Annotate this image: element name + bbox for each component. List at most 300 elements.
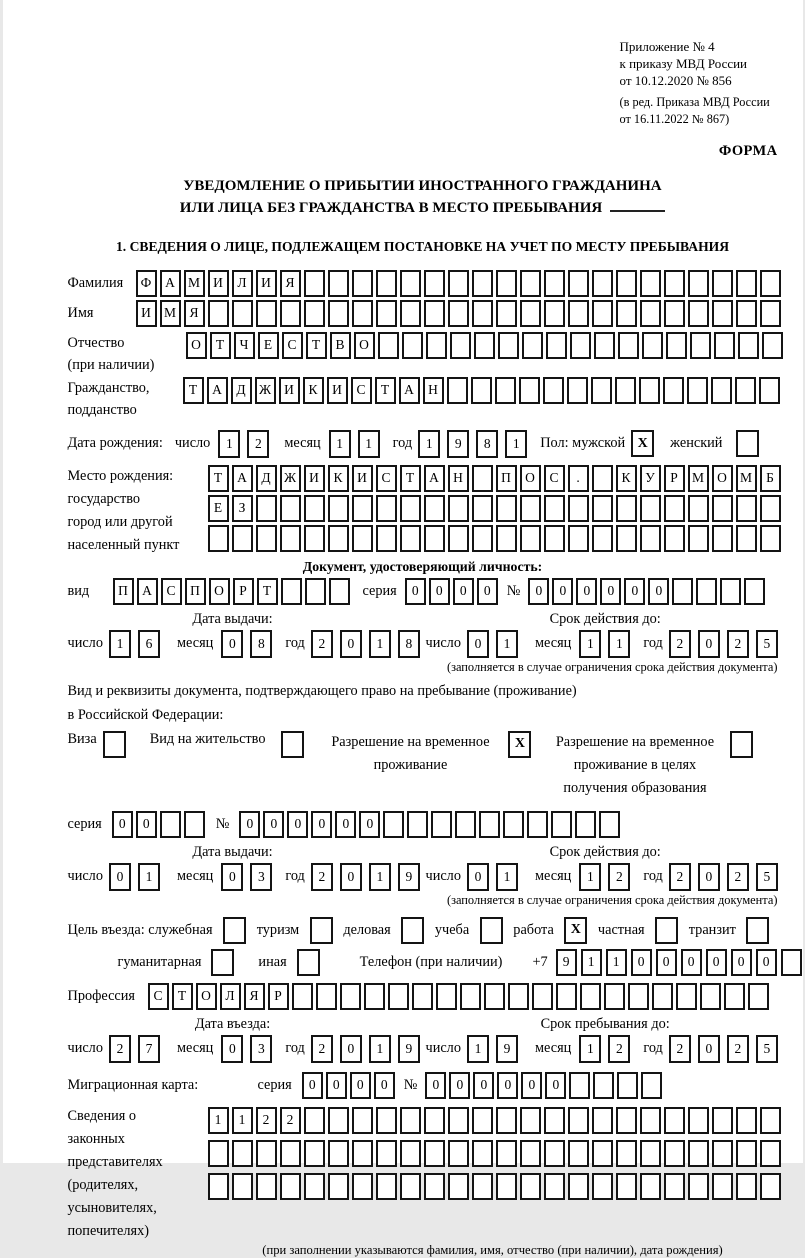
char-cell[interactable]: [400, 1140, 421, 1167]
char-cell[interactable]: [543, 377, 564, 404]
char-cell[interactable]: 1: [369, 630, 391, 658]
char-cell[interactable]: [280, 495, 301, 522]
char-cell[interactable]: [520, 525, 541, 552]
char-cell[interactable]: [160, 811, 181, 838]
char-cell[interactable]: [712, 270, 733, 297]
char-cell[interactable]: [256, 1173, 277, 1200]
char-cell[interactable]: 0: [706, 949, 727, 976]
char-cell[interactable]: [448, 1107, 469, 1134]
char-cell[interactable]: Е: [208, 495, 229, 522]
char-cell[interactable]: [484, 983, 505, 1010]
char-cell[interactable]: Т: [183, 377, 204, 404]
char-cell[interactable]: 1: [579, 1035, 601, 1063]
char-cell[interactable]: [688, 300, 709, 327]
char-cell[interactable]: [479, 811, 500, 838]
char-cell[interactable]: [616, 525, 637, 552]
char-cell[interactable]: 0: [287, 811, 308, 838]
char-cell[interactable]: [352, 1107, 373, 1134]
char-cell[interactable]: 2: [727, 1035, 749, 1063]
char-cell[interactable]: 0: [631, 949, 652, 976]
char-cell[interactable]: [736, 495, 757, 522]
char-cell[interactable]: Я: [244, 983, 265, 1010]
char-cell[interactable]: 2: [608, 1035, 630, 1063]
char-cell[interactable]: [760, 300, 781, 327]
char-cell[interactable]: [378, 332, 399, 359]
char-cell[interactable]: [569, 1072, 590, 1099]
char-cell[interactable]: 0: [600, 578, 621, 605]
char-cell[interactable]: [431, 811, 452, 838]
char-cell[interactable]: У: [640, 465, 661, 492]
char-cell[interactable]: И: [352, 465, 373, 492]
char-cell[interactable]: [519, 377, 540, 404]
char-cell[interactable]: О: [196, 983, 217, 1010]
char-cell[interactable]: [570, 332, 591, 359]
char-cell[interactable]: [580, 983, 601, 1010]
char-cell[interactable]: 0: [112, 811, 133, 838]
char-cell[interactable]: [762, 332, 783, 359]
char-cell[interactable]: С: [351, 377, 372, 404]
char-cell[interactable]: 2: [311, 630, 333, 658]
char-cell[interactable]: [687, 377, 708, 404]
char-cell[interactable]: [640, 270, 661, 297]
char-cell[interactable]: 2: [256, 1107, 277, 1134]
char-cell[interactable]: И: [327, 377, 348, 404]
char-cell[interactable]: [712, 495, 733, 522]
char-cell[interactable]: 0: [545, 1072, 566, 1099]
char-cell[interactable]: [520, 1107, 541, 1134]
purpose-study-checkbox[interactable]: [480, 917, 503, 944]
char-cell[interactable]: [364, 983, 385, 1010]
char-cell[interactable]: [352, 270, 373, 297]
char-cell[interactable]: [496, 495, 517, 522]
char-cell[interactable]: Р: [664, 465, 685, 492]
char-cell[interactable]: [520, 495, 541, 522]
char-cell[interactable]: [503, 811, 524, 838]
char-cell[interactable]: [328, 300, 349, 327]
char-cell[interactable]: С: [161, 578, 182, 605]
char-cell[interactable]: 1: [496, 630, 518, 658]
char-cell[interactable]: 2: [311, 1035, 333, 1063]
char-cell[interactable]: 1: [467, 1035, 489, 1063]
char-cell[interactable]: 0: [311, 811, 332, 838]
char-cell[interactable]: [448, 1173, 469, 1200]
char-cell[interactable]: [448, 270, 469, 297]
char-cell[interactable]: [447, 377, 468, 404]
char-cell[interactable]: 9: [556, 949, 577, 976]
char-cell[interactable]: 0: [521, 1072, 542, 1099]
char-cell[interactable]: 0: [477, 578, 498, 605]
char-cell[interactable]: [352, 1140, 373, 1167]
char-cell[interactable]: 2: [311, 863, 333, 891]
char-cell[interactable]: [664, 495, 685, 522]
char-cell[interactable]: В: [330, 332, 351, 359]
char-cell[interactable]: А: [232, 465, 253, 492]
char-cell[interactable]: 0: [449, 1072, 470, 1099]
char-cell[interactable]: 9: [398, 863, 420, 891]
char-cell[interactable]: 2: [608, 863, 630, 891]
char-cell[interactable]: 0: [221, 630, 243, 658]
char-cell[interactable]: [712, 300, 733, 327]
char-cell[interactable]: 2: [280, 1107, 301, 1134]
char-cell[interactable]: [642, 332, 663, 359]
char-cell[interactable]: 0: [405, 578, 426, 605]
purpose-tourism-checkbox[interactable]: [310, 917, 333, 944]
char-cell[interactable]: [424, 1107, 445, 1134]
char-cell[interactable]: [448, 495, 469, 522]
char-cell[interactable]: 0: [429, 578, 450, 605]
char-cell[interactable]: 0: [263, 811, 284, 838]
char-cell[interactable]: [544, 495, 565, 522]
char-cell[interactable]: [616, 1173, 637, 1200]
char-cell[interactable]: [450, 332, 471, 359]
char-cell[interactable]: [688, 270, 709, 297]
char-cell[interactable]: [304, 1173, 325, 1200]
char-cell[interactable]: 1: [579, 630, 601, 658]
char-cell[interactable]: 0: [453, 578, 474, 605]
char-cell[interactable]: [424, 495, 445, 522]
char-cell[interactable]: [759, 377, 780, 404]
char-cell[interactable]: [232, 1173, 253, 1200]
char-cell[interactable]: 1: [581, 949, 602, 976]
char-cell[interactable]: 3: [250, 1035, 272, 1063]
char-cell[interactable]: [352, 525, 373, 552]
char-cell[interactable]: [256, 495, 277, 522]
char-cell[interactable]: [256, 1140, 277, 1167]
char-cell[interactable]: [304, 495, 325, 522]
char-cell[interactable]: [376, 1173, 397, 1200]
char-cell[interactable]: Т: [400, 465, 421, 492]
char-cell[interactable]: 0: [326, 1072, 347, 1099]
char-cell[interactable]: [568, 525, 589, 552]
char-cell[interactable]: [594, 332, 615, 359]
char-cell[interactable]: 1: [369, 863, 391, 891]
char-cell[interactable]: [640, 1107, 661, 1134]
char-cell[interactable]: 1: [496, 863, 518, 891]
char-cell[interactable]: Н: [423, 377, 444, 404]
char-cell[interactable]: [496, 270, 517, 297]
char-cell[interactable]: [400, 1107, 421, 1134]
char-cell[interactable]: [520, 270, 541, 297]
char-cell[interactable]: [520, 1173, 541, 1200]
char-cell[interactable]: Д: [256, 465, 277, 492]
char-cell[interactable]: [616, 270, 637, 297]
char-cell[interactable]: 0: [221, 1035, 243, 1063]
char-cell[interactable]: 8: [398, 630, 420, 658]
char-cell[interactable]: 0: [350, 1072, 371, 1099]
visa-checkbox[interactable]: [103, 731, 126, 758]
char-cell[interactable]: 2: [669, 1035, 691, 1063]
char-cell[interactable]: 1: [329, 430, 351, 458]
char-cell[interactable]: Т: [208, 465, 229, 492]
char-cell[interactable]: [556, 983, 577, 1010]
char-cell[interactable]: [544, 1107, 565, 1134]
char-cell[interactable]: М: [736, 465, 757, 492]
char-cell[interactable]: А: [424, 465, 445, 492]
char-cell[interactable]: [376, 300, 397, 327]
char-cell[interactable]: .: [568, 465, 589, 492]
char-cell[interactable]: Ж: [280, 465, 301, 492]
char-cell[interactable]: [640, 525, 661, 552]
residence-permit-checkbox[interactable]: [281, 731, 304, 758]
char-cell[interactable]: [400, 525, 421, 552]
char-cell[interactable]: [496, 1107, 517, 1134]
char-cell[interactable]: [592, 465, 613, 492]
char-cell[interactable]: [472, 1107, 493, 1134]
char-cell[interactable]: [672, 578, 693, 605]
char-cell[interactable]: [712, 1173, 733, 1200]
char-cell[interactable]: 0: [497, 1072, 518, 1099]
char-cell[interactable]: 0: [552, 578, 573, 605]
char-cell[interactable]: [316, 983, 337, 1010]
char-cell[interactable]: [544, 1140, 565, 1167]
char-cell[interactable]: Е: [258, 332, 279, 359]
char-cell[interactable]: [472, 270, 493, 297]
char-cell[interactable]: А: [160, 270, 181, 297]
char-cell[interactable]: [376, 495, 397, 522]
char-cell[interactable]: [712, 525, 733, 552]
char-cell[interactable]: 3: [250, 863, 272, 891]
char-cell[interactable]: [208, 525, 229, 552]
char-cell[interactable]: [712, 1107, 733, 1134]
char-cell[interactable]: [666, 332, 687, 359]
char-cell[interactable]: [376, 1107, 397, 1134]
char-cell[interactable]: [424, 525, 445, 552]
sex-female-checkbox[interactable]: [736, 430, 759, 457]
char-cell[interactable]: 9: [447, 430, 469, 458]
char-cell[interactable]: 0: [698, 863, 720, 891]
char-cell[interactable]: [760, 495, 781, 522]
char-cell[interactable]: [736, 1107, 757, 1134]
char-cell[interactable]: 0: [681, 949, 702, 976]
char-cell[interactable]: М: [160, 300, 181, 327]
char-cell[interactable]: 0: [656, 949, 677, 976]
char-cell[interactable]: [664, 525, 685, 552]
char-cell[interactable]: М: [184, 270, 205, 297]
char-cell[interactable]: [460, 983, 481, 1010]
char-cell[interactable]: [376, 270, 397, 297]
char-cell[interactable]: К: [303, 377, 324, 404]
char-cell[interactable]: [736, 1140, 757, 1167]
char-cell[interactable]: [688, 1107, 709, 1134]
char-cell[interactable]: 1: [218, 430, 240, 458]
char-cell[interactable]: [639, 377, 660, 404]
char-cell[interactable]: [760, 1140, 781, 1167]
char-cell[interactable]: Я: [280, 270, 301, 297]
char-cell[interactable]: [568, 495, 589, 522]
char-cell[interactable]: [329, 578, 350, 605]
char-cell[interactable]: 9: [398, 1035, 420, 1063]
char-cell[interactable]: С: [148, 983, 169, 1010]
temp-residence-checkbox[interactable]: X: [508, 731, 531, 758]
char-cell[interactable]: 0: [335, 811, 356, 838]
char-cell[interactable]: 2: [247, 430, 269, 458]
char-cell[interactable]: [724, 983, 745, 1010]
char-cell[interactable]: [208, 1173, 229, 1200]
char-cell[interactable]: [208, 300, 229, 327]
char-cell[interactable]: [412, 983, 433, 1010]
char-cell[interactable]: К: [616, 465, 637, 492]
char-cell[interactable]: О: [209, 578, 230, 605]
char-cell[interactable]: [615, 377, 636, 404]
char-cell[interactable]: [388, 983, 409, 1010]
char-cell[interactable]: [352, 1173, 373, 1200]
char-cell[interactable]: [400, 1173, 421, 1200]
char-cell[interactable]: [305, 578, 326, 605]
char-cell[interactable]: Я: [184, 300, 205, 327]
char-cell[interactable]: 2: [727, 863, 749, 891]
char-cell[interactable]: [352, 300, 373, 327]
char-cell[interactable]: 0: [467, 863, 489, 891]
char-cell[interactable]: [520, 300, 541, 327]
char-cell[interactable]: 0: [528, 578, 549, 605]
char-cell[interactable]: Т: [172, 983, 193, 1010]
char-cell[interactable]: [328, 1107, 349, 1134]
char-cell[interactable]: [232, 1140, 253, 1167]
char-cell[interactable]: Н: [448, 465, 469, 492]
char-cell[interactable]: [544, 1173, 565, 1200]
char-cell[interactable]: [664, 270, 685, 297]
char-cell[interactable]: К: [328, 465, 349, 492]
char-cell[interactable]: И: [304, 465, 325, 492]
char-cell[interactable]: [568, 300, 589, 327]
char-cell[interactable]: 5: [756, 630, 778, 658]
char-cell[interactable]: [496, 300, 517, 327]
char-cell[interactable]: [304, 300, 325, 327]
char-cell[interactable]: 0: [109, 863, 131, 891]
char-cell[interactable]: [328, 270, 349, 297]
char-cell[interactable]: 1: [579, 863, 601, 891]
char-cell[interactable]: [340, 983, 361, 1010]
char-cell[interactable]: [575, 811, 596, 838]
char-cell[interactable]: 1: [369, 1035, 391, 1063]
char-cell[interactable]: 0: [340, 1035, 362, 1063]
char-cell[interactable]: [496, 525, 517, 552]
char-cell[interactable]: С: [376, 465, 397, 492]
char-cell[interactable]: [472, 300, 493, 327]
char-cell[interactable]: [328, 525, 349, 552]
char-cell[interactable]: [352, 495, 373, 522]
char-cell[interactable]: [735, 377, 756, 404]
char-cell[interactable]: [640, 495, 661, 522]
char-cell[interactable]: И: [208, 270, 229, 297]
char-cell[interactable]: [568, 1173, 589, 1200]
char-cell[interactable]: 0: [340, 630, 362, 658]
char-cell[interactable]: [592, 1107, 613, 1134]
char-cell[interactable]: Ч: [234, 332, 255, 359]
char-cell[interactable]: [616, 1107, 637, 1134]
char-cell[interactable]: [328, 495, 349, 522]
char-cell[interactable]: 5: [756, 1035, 778, 1063]
char-cell[interactable]: [280, 300, 301, 327]
char-cell[interactable]: Ф: [136, 270, 157, 297]
char-cell[interactable]: 1: [109, 630, 131, 658]
char-cell[interactable]: [472, 525, 493, 552]
char-cell[interactable]: Т: [210, 332, 231, 359]
char-cell[interactable]: [546, 332, 567, 359]
char-cell[interactable]: 2: [669, 630, 691, 658]
char-cell[interactable]: [472, 465, 493, 492]
char-cell[interactable]: [744, 578, 765, 605]
char-cell[interactable]: [616, 495, 637, 522]
char-cell[interactable]: З: [232, 495, 253, 522]
char-cell[interactable]: [618, 332, 639, 359]
purpose-business-checkbox[interactable]: [401, 917, 424, 944]
char-cell[interactable]: 0: [698, 630, 720, 658]
char-cell[interactable]: [664, 300, 685, 327]
purpose-work-checkbox[interactable]: X: [564, 917, 587, 944]
char-cell[interactable]: [304, 1140, 325, 1167]
char-cell[interactable]: П: [185, 578, 206, 605]
char-cell[interactable]: 1: [138, 863, 160, 891]
char-cell[interactable]: [592, 300, 613, 327]
char-cell[interactable]: [383, 811, 404, 838]
char-cell[interactable]: [495, 377, 516, 404]
char-cell[interactable]: [712, 1140, 733, 1167]
char-cell[interactable]: [424, 270, 445, 297]
char-cell[interactable]: [232, 525, 253, 552]
char-cell[interactable]: [496, 1140, 517, 1167]
char-cell[interactable]: О: [520, 465, 541, 492]
char-cell[interactable]: [736, 525, 757, 552]
char-cell[interactable]: 0: [425, 1072, 446, 1099]
char-cell[interactable]: [568, 270, 589, 297]
char-cell[interactable]: [376, 1140, 397, 1167]
char-cell[interactable]: [455, 811, 476, 838]
char-cell[interactable]: Л: [220, 983, 241, 1010]
char-cell[interactable]: [714, 332, 735, 359]
char-cell[interactable]: 0: [221, 863, 243, 891]
char-cell[interactable]: 1: [608, 630, 630, 658]
char-cell[interactable]: С: [544, 465, 565, 492]
char-cell[interactable]: [593, 1072, 614, 1099]
char-cell[interactable]: [304, 525, 325, 552]
char-cell[interactable]: Т: [375, 377, 396, 404]
char-cell[interactable]: М: [688, 465, 709, 492]
char-cell[interactable]: [544, 525, 565, 552]
char-cell[interactable]: [448, 1140, 469, 1167]
char-cell[interactable]: О: [354, 332, 375, 359]
char-cell[interactable]: [292, 983, 313, 1010]
char-cell[interactable]: [760, 1107, 781, 1134]
char-cell[interactable]: [760, 525, 781, 552]
char-cell[interactable]: 8: [476, 430, 498, 458]
char-cell[interactable]: Д: [231, 377, 252, 404]
char-cell[interactable]: [616, 300, 637, 327]
char-cell[interactable]: И: [256, 270, 277, 297]
char-cell[interactable]: [496, 1173, 517, 1200]
char-cell[interactable]: [592, 1173, 613, 1200]
char-cell[interactable]: 7: [138, 1035, 160, 1063]
char-cell[interactable]: [280, 525, 301, 552]
char-cell[interactable]: [616, 1140, 637, 1167]
char-cell[interactable]: [498, 332, 519, 359]
char-cell[interactable]: 2: [109, 1035, 131, 1063]
char-cell[interactable]: [520, 1140, 541, 1167]
char-cell[interactable]: 2: [669, 863, 691, 891]
char-cell[interactable]: [544, 300, 565, 327]
char-cell[interactable]: 1: [232, 1107, 253, 1134]
char-cell[interactable]: Р: [233, 578, 254, 605]
char-cell[interactable]: [640, 1140, 661, 1167]
char-cell[interactable]: Л: [232, 270, 253, 297]
char-cell[interactable]: [522, 332, 543, 359]
sex-male-checkbox[interactable]: X: [631, 430, 654, 457]
char-cell[interactable]: [604, 983, 625, 1010]
char-cell[interactable]: 6: [138, 630, 160, 658]
char-cell[interactable]: 1: [208, 1107, 229, 1134]
char-cell[interactable]: 0: [576, 578, 597, 605]
char-cell[interactable]: [407, 811, 428, 838]
